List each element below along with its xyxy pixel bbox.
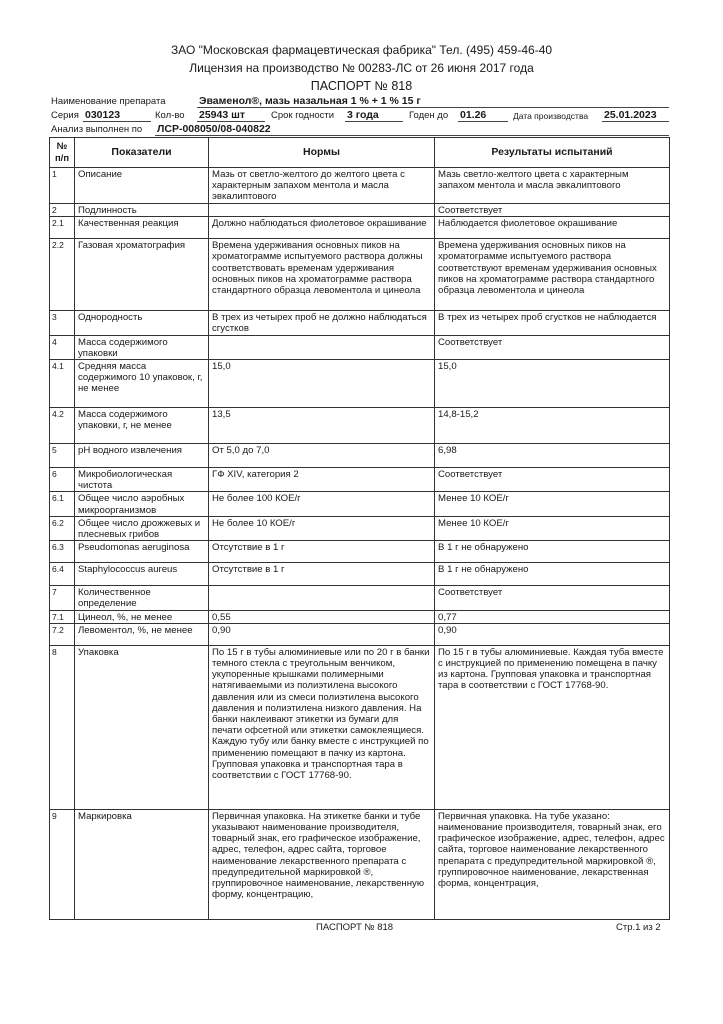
valid-until-label: Годен до: [409, 110, 449, 121]
row-number: 7: [50, 586, 75, 610]
row-result: Соответствует: [435, 586, 670, 610]
shelf-life-label: Срок годности: [271, 110, 335, 121]
row-number: 2.2: [50, 239, 75, 311]
table-row: [50, 586, 670, 610]
row-result: Соответствует: [435, 468, 670, 492]
table-row: [50, 468, 670, 492]
row-norm: Отсутствие в 1 г: [209, 563, 435, 586]
row-norm: Мазь от светло-желтого до желтого цвета с характерным запахом ментола и масла эвкалиптового: [209, 168, 435, 204]
row-norm: От 5,0 до 7,0: [209, 444, 435, 468]
row-norm: 0,90: [209, 623, 435, 645]
passport-title: ПАСПОРТ № 818: [310, 79, 413, 93]
row-result: Наблюдается фиолетовое окрашивание: [435, 217, 670, 239]
table-row: [50, 311, 670, 335]
row-indicator: Качественная реакция: [75, 217, 209, 239]
table-row: [50, 541, 670, 563]
row-norm: Должно наблюдаться фиолетовое окрашивание: [209, 217, 435, 239]
row-result: Соответствует: [435, 204, 670, 217]
row-indicator: Масса содержимого упаковки: [75, 335, 209, 359]
row-indicator: Упаковка: [75, 645, 209, 809]
row-result: В трех из четырех проб сгустков не наблюдается: [435, 311, 670, 335]
row-result: 6,98: [435, 444, 670, 468]
row-result: Времена удерживания основных пиков на хроматограмме испытуемого раствора соответствуют временам удерживания основных пиков на хроматограмме раствора стандартного образца левоментола и цинеола: [435, 239, 670, 311]
row-norm: 13,5: [209, 408, 435, 444]
row-indicator: Pseudomonas aeruginosa: [75, 541, 209, 563]
row-norm: Отсутствие в 1 г: [209, 541, 435, 563]
row-result: В 1 г не обнаружено: [435, 541, 670, 563]
col-header-norms: Нормы: [209, 138, 435, 168]
row-norm: 15,0: [209, 360, 435, 408]
row-number: 4.1: [50, 360, 75, 408]
row-result: В 1 г не обнаружено: [435, 563, 670, 586]
row-norm: ГФ XIV, категория 2: [209, 468, 435, 492]
row-indicator: Средняя масса содержимого 10 упаковок, г, не менее: [75, 360, 209, 408]
production-date-value: 25.01.2023: [604, 109, 657, 121]
row-result: Первичная упаковка. На тубе указано: наименование производителя, товарный знак, его графическое изображение, адрес, телефон, адрес сайта, торговое наименование лекарственного препарата с предупредительной маркировкой ®, группировочное наименование, лекарственная форма, концентрация,: [435, 809, 670, 919]
row-number: 2.1: [50, 217, 75, 239]
row-indicator: Общее число аэробных микроорганизмов: [75, 492, 209, 516]
row-number: 8: [50, 645, 75, 809]
row-number: 6: [50, 468, 75, 492]
row-norm: Времена удерживания основных пиков на хроматограмме испытуемого раствора должны соответствовать временам удерживания основных пиков на хроматограмме раствора стандартного образца левоментола и цинеола: [209, 239, 435, 311]
row-norm: 0,55: [209, 610, 435, 623]
production-date-label: Дата производства: [513, 111, 589, 121]
row-norm: [209, 204, 435, 217]
row-norm: Не более 10 КОЕ/г: [209, 516, 435, 540]
drug-name-label: Наименование препарата: [51, 96, 166, 107]
row-result: 0,90: [435, 623, 670, 645]
row-number: 2: [50, 204, 75, 217]
shelf-life-value: 3 года: [347, 109, 379, 121]
row-indicator: Staphylococcus aureus: [75, 563, 209, 586]
analysis-value: ЛСР-008050/08-040822: [157, 123, 271, 135]
table-row: [50, 516, 670, 540]
valid-until-value: 01.26: [460, 109, 487, 121]
row-norm: Первичная упаковка. На этикетке банки и тубе указывают наименование производителя, товарный знак, его графическое изображение, адрес, телефон, адрес сайта, торговое наименование лекарственного препарата с предупредительной маркировкой ®, группировочное наименование, лекарственную форму, концентрацию,: [209, 809, 435, 919]
row-number: 6.3: [50, 541, 75, 563]
row-number: 5: [50, 444, 75, 468]
col-header-indicator: Показатели: [75, 138, 209, 168]
row-number: 3: [50, 311, 75, 335]
table-row: [50, 335, 670, 359]
row-result: 0,77: [435, 610, 670, 623]
results-table: [49, 137, 670, 920]
row-indicator: Газовая хроматография: [75, 239, 209, 311]
row-norm: В трех из четырех проб не должно наблюдаться сгустков: [209, 311, 435, 335]
row-result: 14,8-15,2: [435, 408, 670, 444]
series-label: Серия: [51, 110, 79, 121]
table-row: [50, 610, 670, 623]
row-number: 6.2: [50, 516, 75, 540]
row-number: 7.1: [50, 610, 75, 623]
row-number: 6.1: [50, 492, 75, 516]
page-number: Стр.1 из 2: [616, 922, 661, 933]
row-indicator: Однородность: [75, 311, 209, 335]
quantity-value: 25943 шт: [199, 109, 246, 121]
row-number: 4.2: [50, 408, 75, 444]
row-result: Менее 10 КОЕ/г: [435, 516, 670, 540]
row-number: 9: [50, 809, 75, 919]
row-indicator: Масса содержимого упаковки, г, не менее: [75, 408, 209, 444]
row-result: Менее 10 КОЕ/г: [435, 492, 670, 516]
table-row: [50, 408, 670, 444]
series-value: 030123: [85, 109, 121, 121]
row-result: Соответствует: [435, 335, 670, 359]
row-indicator: Цинеол, %, не менее: [75, 610, 209, 623]
row-result: Мазь светло-желтого цвета с характерным запахом ментола и масла эвкалиптового: [435, 168, 670, 204]
row-indicator: Описание: [75, 168, 209, 204]
row-indicator: Левоментол, %, не менее: [75, 623, 209, 645]
row-indicator: Маркировка: [75, 809, 209, 919]
row-indicator: pH водного извлечения: [75, 444, 209, 468]
row-norm: [209, 586, 435, 610]
table-row: [50, 492, 670, 516]
table-row: [50, 204, 670, 217]
quantity-label: Кол-во: [155, 110, 185, 121]
row-result: 15,0: [435, 360, 670, 408]
row-norm: По 15 г в тубы алюминиевые или по 20 г в банки темного стекла с треугольным венчиком, укупоренные крышками полимерными натягиваемыми из полиэтилена высокого давления или из смеси полиэтилена высокого давления и полиэтилена низкого давления. На банки наклеивают этикетки из бумаги для печати офсетной или этикетки самоклеящиеся. Каждую тубу или банку вместе с инструкцией по применению помещают в пачку из картона. Групповая упаковка и транспортная тара в соответствии с ГОСТ 17768-90.: [209, 645, 435, 809]
col-header-number: № п/п: [50, 138, 75, 168]
table-row: [50, 360, 670, 408]
table-row: [50, 809, 670, 919]
row-indicator: Количественное определение: [75, 586, 209, 610]
license-line: Лицензия на производство № 00283-ЛС от 26 июня 2017 года: [189, 61, 534, 75]
analysis-label: Анализ выполнен по: [51, 124, 143, 135]
table-row: [50, 623, 670, 645]
col-header-results: Результаты испытаний: [435, 138, 670, 168]
row-norm: Не более 100 КОЕ/г: [209, 492, 435, 516]
row-indicator: Микробиологическая чистота: [75, 468, 209, 492]
row-number: 6.4: [50, 563, 75, 586]
row-result: По 15 г в тубы алюминиевые. Каждая туба вместе с инструкцией по применению помещена в пачку из картона. Групповая упаковка и транспортная тара в соответствии с ГОСТ 17768-90.: [435, 645, 670, 809]
row-indicator: Подлинность: [75, 204, 209, 217]
table-row: [50, 217, 670, 239]
row-norm: [209, 335, 435, 359]
table-row: [50, 168, 670, 204]
table-row: [50, 239, 670, 311]
row-number: 4: [50, 335, 75, 359]
table-row: [50, 563, 670, 586]
row-number: 1: [50, 168, 75, 204]
table-row: [50, 645, 670, 809]
footer-title: ПАСПОРТ № 818: [316, 922, 394, 933]
table-row: [50, 444, 670, 468]
manufacturer-line: ЗАО "Московская фармацевтическая фабрика" Тел. (495) 459-46-40: [170, 43, 553, 57]
drug-name-value: Эваменол®, мазь назальная 1 % + 1 % 15 г: [199, 95, 421, 107]
row-number: 7.2: [50, 623, 75, 645]
row-indicator: Общее число дрожжевых и плесневых грибов: [75, 516, 209, 540]
